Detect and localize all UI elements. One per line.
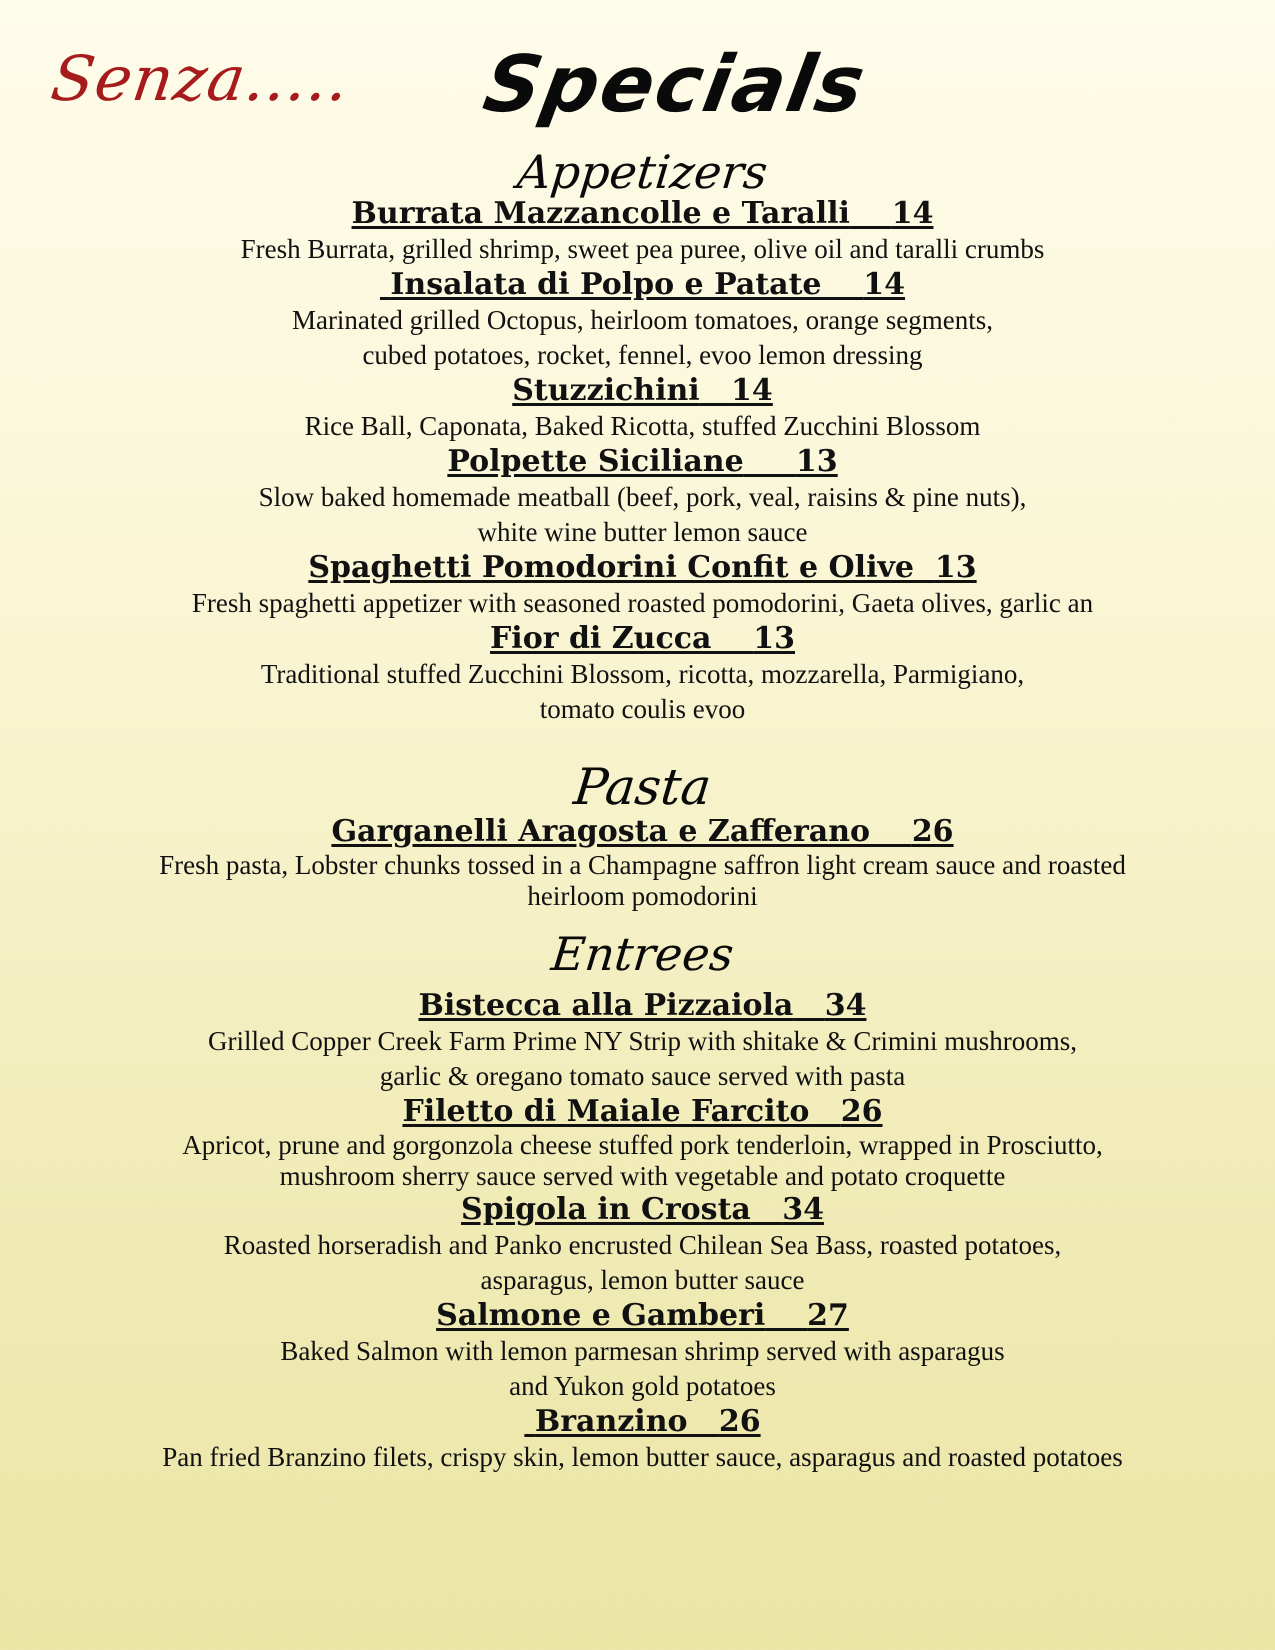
page-title: Specials: [477, 40, 873, 130]
menu-item-title: Burrata Mazzancolle e Taralli 14: [351, 196, 934, 232]
menu-item-desc: Fresh pasta, Lobster chunks tossed in a Champagne saffron light cream sauce and roasted: [159, 849, 1126, 880]
section-title-pasta: Pasta: [571, 758, 714, 817]
menu-item-desc: tomato coulis evoo: [539, 694, 746, 725]
menu-item-desc: asparagus, lemon butter sauce: [480, 1265, 805, 1296]
menu-item-desc: Grilled Copper Creek Farm Prime NY Strip with shitake & Crimini mushrooms,: [208, 1026, 1077, 1057]
menu-item-title: Filetto di Maiale Farcito 26: [402, 1094, 883, 1130]
menu-item-title: Spigola in Crosta 34: [461, 1192, 824, 1228]
menu-item-desc: cubed potatoes, rocket, fennel, evoo lemon dressing: [362, 340, 923, 371]
menu-item-desc: Rice Ball, Caponata, Baked Ricotta, stuffed Zucchini Blossom: [304, 411, 981, 442]
menu-content: [0, 145, 1275, 1475]
menu-item-desc: white wine butter lemon sauce: [477, 517, 808, 548]
menu-item-desc: and Yukon gold potatoes: [509, 1371, 776, 1402]
menu-item-title: Bistecca alla Pizzaiola 34: [418, 988, 867, 1024]
menu-item-title: Polpette Siciliane 13: [447, 444, 838, 480]
menu-item-desc: Pan fried Branzino filets, crispy skin, lemon butter sauce, asparagus and roasted potatoes: [162, 1442, 1123, 1473]
menu-item-desc: Apricot, prune and gorgonzola cheese stuffed pork tenderloin, wrapped in Prosciutto,: [182, 1130, 1103, 1161]
section-title-entrees: Entrees: [548, 926, 737, 981]
menu-item-desc: mushroom sherry sauce served with vegetable and potato croquette: [279, 1161, 1006, 1192]
menu-item-title: Spaghetti Pomodorini Confit e Olive 13: [308, 550, 977, 586]
menu-item-desc: heirloom pomodorini: [527, 880, 758, 911]
menu-item-desc: garlic & oregano tomato sauce served with pasta: [379, 1061, 906, 1092]
menu-item-desc: Fresh spaghetti appetizer with seasoned roasted pomodorini, Gaeta olives, garlic an: [191, 588, 1094, 619]
menu-item-desc: Marinated grilled Octopus, heirloom tomatoes, orange segments,: [291, 305, 994, 336]
menu-item-title: Insalata di Polpo e Patate 14: [390, 267, 906, 303]
menu-item-title: Branzino 26: [534, 1404, 761, 1440]
menu-item-title: Salmone e Gamberi 27: [436, 1298, 849, 1334]
menu-item-desc: Traditional stuffed Zucchini Blossom, ricotta, mozzarella, Parmigiano,: [260, 659, 1025, 690]
section-title-appetizers: Appetizers: [514, 145, 771, 199]
menu-item-title: Stuzzichini 14: [512, 373, 773, 409]
brand-logo: Senza.....: [46, 42, 355, 115]
menu-item-title: Fior di Zucca 13: [490, 621, 795, 657]
menu-item-desc: Slow baked homemade meatball (beef, pork, veal, raisins & pine nuts),: [258, 482, 1027, 513]
menu-item-desc: Fresh Burrata, grilled shrimp, sweet pea puree, olive oil and taralli crumbs: [240, 234, 1045, 265]
menu-item-title: Garganelli Aragosta e Zafferano 26: [331, 813, 954, 849]
menu-item-desc: Baked Salmon with lemon parmesan shrimp served with asparagus: [280, 1336, 1005, 1367]
menu-item-desc: Roasted horseradish and Panko encrusted Chilean Sea Bass, roasted potatoes,: [223, 1230, 1062, 1261]
